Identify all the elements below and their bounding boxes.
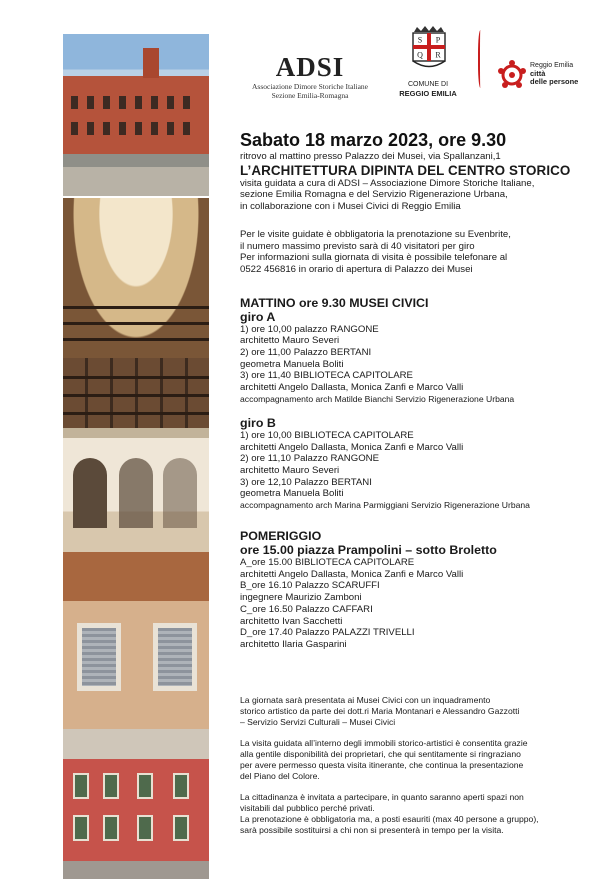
adsi-section: Sezione Emilia-Romagna: [271, 91, 349, 100]
giro-a-line: architetto Mauro Severi: [240, 335, 340, 347]
afternoon-line: C_ore 16.50 Palazzo CAFFARI: [240, 603, 373, 615]
reggio-emilia-logo-icon: [497, 60, 527, 90]
afternoon-line: architetto Ivan Sacchetti: [240, 615, 343, 627]
afternoon-line: A_ore 15.00 BIBLIOTECA CAPITOLARE: [240, 557, 415, 569]
re-line1: Reggio Emilia: [530, 62, 574, 69]
crest-letter-s: S: [417, 35, 423, 45]
event-meeting: ritrovo al mattino presso Palazzo dei Musei, via Spallanzani,1: [240, 151, 501, 162]
note-2-line: La visita guidata all’interno degli immobili storico-artistici è consentita grazie: [240, 737, 528, 748]
giro-b-title: giro B: [240, 415, 276, 430]
adsi-name: ADSI: [275, 52, 345, 82]
comune-crest-icon: [408, 26, 450, 72]
note-3-line: La prenotazione è obbligatoria ma, a posti esauriti (max 40 persone a gruppo),: [240, 813, 539, 824]
photo-strip: [63, 34, 209, 879]
note-3-line: La cittadinanza è invitata a partecipare, in quanto saranno aperti spazi non: [240, 791, 524, 802]
photo-shuttered-windows: [63, 601, 209, 729]
note-2-line: del Piano del Colore.: [240, 770, 320, 781]
afternoon-line: architetti Angelo Dallasta, Monica Zanfi e Marco Valli: [240, 568, 464, 580]
photo-portico: [63, 438, 209, 601]
note-2-line: per avere permesso questa visita itinerante, che continua la presentazione: [240, 759, 524, 770]
adsi-logo: [232, 52, 388, 100]
event-date: Sabato 18 marzo 2023, ore 9.30: [240, 130, 507, 150]
photo-library-shelves: [63, 358, 209, 428]
booking-line: Per informazioni sulla giornata di visita è possibile telefonare al: [240, 252, 508, 264]
afternoon-line: ingegnere Maurizio Zamboni: [240, 592, 362, 604]
afternoon-line: D_ore 17.40 Palazzo PALAZZI TRIVELLI: [240, 627, 415, 639]
booking-line: Per le visite guidate è obbligatoria la prenotazione su Evenbrite,: [240, 228, 511, 240]
organizers-line: sezione Emilia Romagna e del Servizio Rigenerazione Urbana,: [240, 189, 508, 201]
booking-line: 0522 456816 in orario di apertura di Palazzo dei Musei: [240, 263, 473, 275]
giro-a-line: architetti Angelo Dallasta, Monica Zanfi e Marco Valli: [240, 382, 464, 394]
adsi-subtitle: Associazione Dimore Storiche Italiane: [251, 82, 368, 91]
organizers-line: in collaborazione con i Musei Civici di Reggio Emilia: [240, 201, 461, 213]
photo-library-vault: [63, 198, 209, 358]
note-2-line: alla gentile disponibilità dei proprietari, che qui sentitamente si ringraziano: [240, 748, 521, 759]
afternoon-line: B_ore 16.10 Palazzo SCARUFFI: [240, 580, 380, 592]
photo-library-floor: [63, 428, 209, 438]
giro-a-title: giro A: [240, 309, 276, 324]
reggio-emilia-tagline: [530, 62, 578, 86]
photo-palazzo-facade: [63, 34, 209, 196]
note-3-line: sarà possibile sostituirsi a chi non si presenterà in tempo per la visita.: [240, 824, 504, 835]
giro-b-line: 3) ore 12,10 Palazzo BERTANI: [240, 476, 372, 488]
organizers-line: visita guidata a cura di ADSI – Associazione Dimore Storiche Italiane,: [240, 177, 535, 189]
giro-a-line: 2) ore 11,00 Palazzo BERTANI: [240, 347, 372, 359]
crest-letter-r: R: [435, 50, 441, 60]
red-divider: [478, 30, 484, 88]
giro-a-line: 3) ore 11,40 BIBLIOTECA CAPITOLARE: [240, 370, 413, 382]
note-3-line: visitabili dal pubblico perché privati.: [240, 802, 375, 813]
event-text: [240, 130, 575, 836]
crest-letter-q: Q: [417, 50, 423, 60]
giro-b-escort: accompagnamento arch Marina Parmiggiani Servizio Rigenerazione Urbana: [240, 500, 530, 511]
giro-b-line: 2) ore 11,10 Palazzo RANGONE: [240, 453, 379, 465]
afternoon-heading: POMERIGGIO: [240, 529, 322, 544]
afternoon-subheading: ore 15.00 piazza Prampolini – sotto Broletto: [240, 543, 497, 558]
note-1-line: storico artistico da parte dei dott.ri Maria Montanari e Alessandro Gazzotti: [240, 705, 520, 716]
booking-line: il numero massimo previsto sarà di 40 visitatori per giro: [240, 240, 475, 252]
giro-a-line: 1) ore 10,00 palazzo RANGONE: [240, 323, 379, 335]
crest-letter-p: P: [435, 35, 441, 45]
giro-b-line: architetto Mauro Severi: [240, 464, 340, 476]
photo-red-palazzo: [63, 759, 209, 879]
afternoon-line: architetto Ilaria Gasparini: [240, 638, 347, 650]
re-line2: città: [530, 69, 546, 78]
giro-a-line: geometra Manuela Boliti: [240, 358, 344, 370]
morning-heading: MATTINO ore 9.30 MUSEI CIVICI: [240, 295, 429, 310]
event-title: L’ARCHITETTURA DIPINTA DEL CENTRO STORICO: [240, 162, 571, 178]
giro-b-line: 1) ore 10,00 BIBLIOTECA CAPITOLARE: [240, 429, 414, 441]
photo-cornice: [63, 729, 209, 759]
giro-b-line: geometra Manuela Boliti: [240, 488, 344, 500]
giro-a-escort: accompagnamento arch Matilde Bianchi Servizio Rigenerazione Urbana: [240, 393, 515, 404]
giro-b-line: architetti Angelo Dallasta, Monica Zanfi e Marco Valli: [240, 441, 464, 453]
note-1-line: La giornata sarà presentata ai Musei Civici con un inquadramento: [240, 694, 491, 705]
comune-line1: COMUNE DI: [407, 81, 449, 88]
note-1-line: – Servizio Servizi Culturali – Musei Civici: [240, 716, 396, 727]
comune-label: [392, 81, 464, 99]
re-line3: delle persone: [530, 77, 579, 86]
comune-line2: REGGIO EMILIA: [399, 88, 457, 98]
